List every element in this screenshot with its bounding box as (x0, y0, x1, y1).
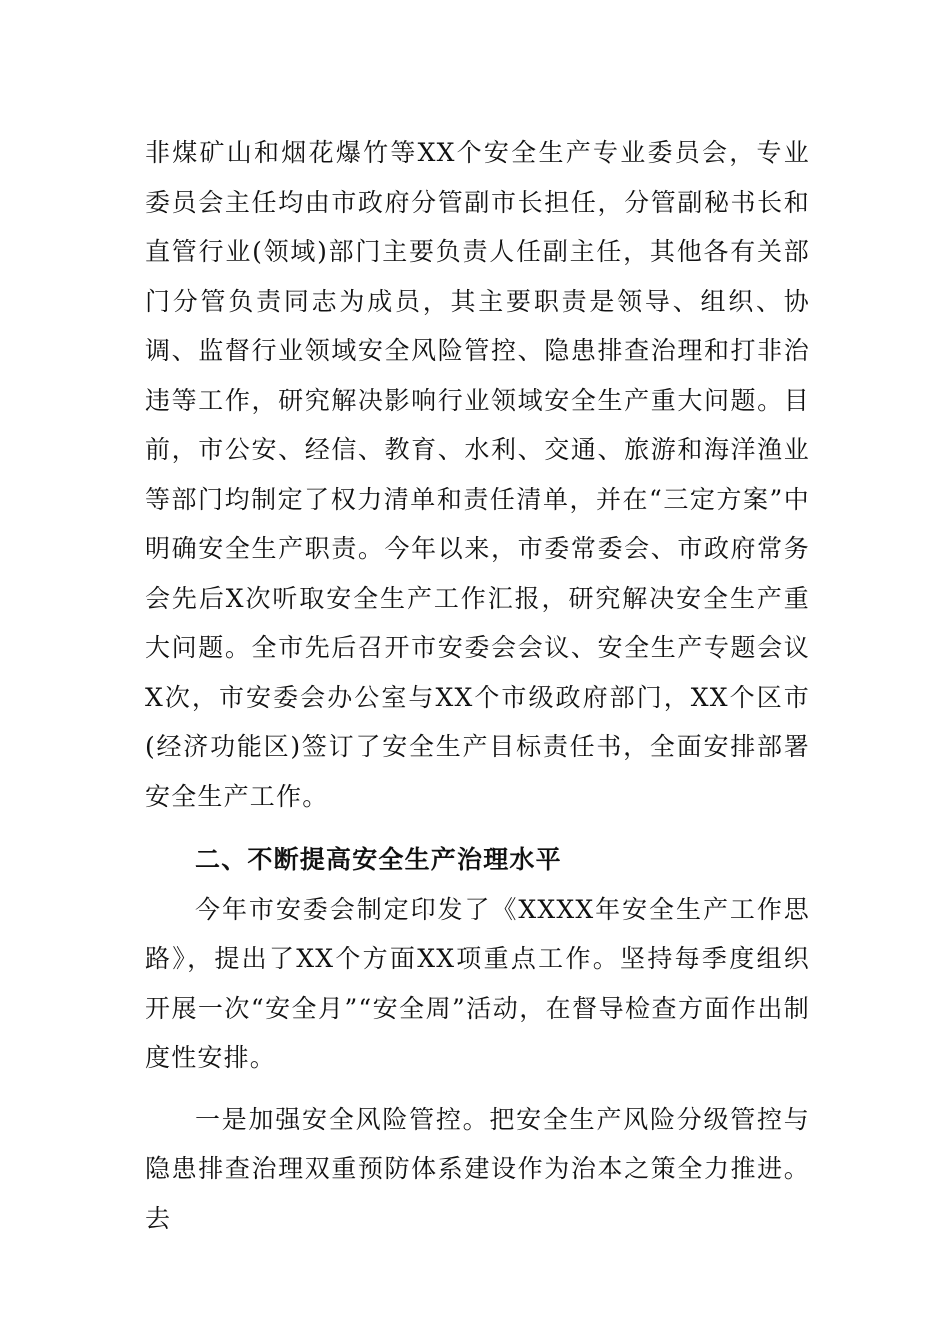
document-body (145, 128, 810, 1243)
body-paragraph: 一是加强安全风险管控。把安全生产风险分级管控与隐患排查治理双重预防体系建设作为治本之策全力推进。去 (145, 1104, 810, 1233)
section-heading: 二、不断提高安全生产治理水平 (195, 845, 562, 874)
body-paragraph-continued: 非煤矿山和烟花爆竹等XX个安全生产专业委员会，专业委员会主任均由市政府分管副市长担任，分管副秘书长和直管行业(领域)部门主要负责人任副主任，其他各有关部门分管负责同志为成员，其主要职责是领导、组织、协调、监督行业领域安全风险管控、隐患排查治理和打非治违等工作，研究解决影响行业领域安全生产重大问题。目前，市公安、经信、教育、水利、交通、旅游和海洋渔业等部门均制定了权力清单和责任清单，并在“三定方案”中明确安全生产职责。今年以来，市委常委会、市政府常务会先后X次听取安全生产工作汇报，研究解决安全生产重大问题。全市先后召开市安委会会议、安全生产专题会议X次，市安委会办公室与XX个市级政府部门，XX个区市(经济功能区)签订了安全生产目标责任书，全面安排部署安全生产工作。 (145, 138, 810, 811)
body-paragraph: 今年市安委会制定印发了《XXXX年安全生产工作思路》，提出了XX个方面XX项重点工作。坚持每季度组织开展一次“安全月”“安全周”活动，在督导检查方面作出制度性安排。 (145, 894, 810, 1072)
paragraph-spacer (145, 1083, 810, 1095)
paragraph-spacer (145, 821, 810, 835)
